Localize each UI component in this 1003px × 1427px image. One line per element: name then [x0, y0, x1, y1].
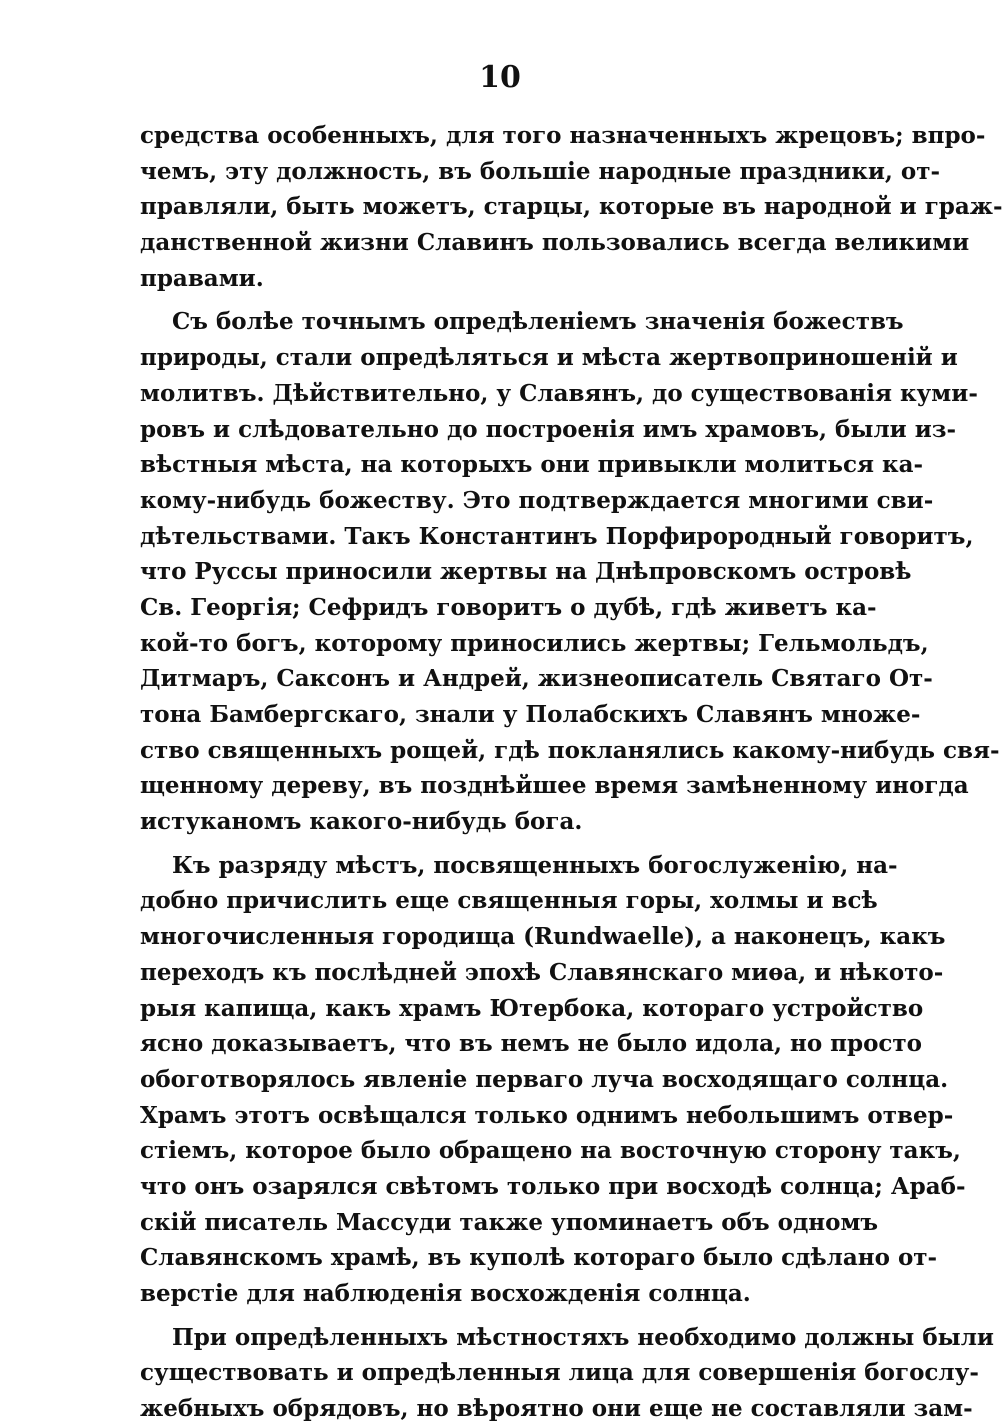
text-line: средства особенныхъ, для того назначенныхъ жрецовъ; впро-	[140, 122, 986, 149]
text-line: ясно доказываетъ, что въ немъ не было идола, но просто	[140, 1030, 923, 1058]
text-line: данственной жизни Славинъ пользовались всегда великими	[140, 229, 970, 257]
text-line: При опредѣленныхъ мѣстностяхъ необходимо должны были	[172, 1323, 994, 1351]
text-line: природы, стали опредѣляться и мѣста жертвоприношенiй и	[140, 344, 958, 372]
text-line: обоготворялось явленiе перваго луча восходящаго солнца.	[140, 1065, 949, 1093]
body-text	[140, 118, 1003, 1427]
text-line: Съ болѣе точнымъ опредѣленiемъ значенiя божествъ	[172, 308, 904, 336]
text-line: вѣстныя мѣста, на которыхъ они привыкли молиться ка-	[140, 451, 924, 479]
text-line: переходъ къ послѣдней эпохѣ Славянскаго миѳа, и нѣкото-	[140, 958, 944, 986]
text-line: существовать и опредѣленныя лица для совершенiя богослу-	[140, 1359, 979, 1387]
text-line: скiй писатель Массуди также упоминаетъ объ одномъ	[140, 1208, 879, 1236]
text-line: ровъ и слѣдовательно до построенiя имъ храмовъ, были из-	[140, 415, 957, 443]
text-line: Св. Георгiя; Сефридъ говоритъ о дубѣ, гдѣ живетъ ка-	[140, 593, 877, 621]
text-line: правляли, быть можетъ, старцы, которые въ народной и граж-	[140, 193, 1003, 221]
text-line: многочисленныя городища (Rundwaelle), а наконецъ, какъ	[140, 923, 946, 951]
text-line: молитвъ. Дѣйствительно, у Славянъ, до существованiя куми-	[140, 379, 978, 407]
paragraph	[140, 1320, 994, 1427]
text-line: дѣтельствами. Такъ Константинъ Порфирородный говоритъ,	[140, 522, 974, 550]
text-line: Дитмаръ, Саксонъ и Андрей, жизнеописатель Святаго От-	[140, 665, 933, 693]
text-line: верстiе для наблюденiя восхожденiя солнца.	[140, 1280, 751, 1307]
text-line: что Руссы приносили жертвы на Днѣпровскомъ островѣ	[140, 558, 912, 586]
text-line: жебныхъ обрядовъ, но вѣроятно они еще не составляли зам-	[140, 1395, 973, 1423]
paragraph	[140, 118, 1003, 296]
text-line: стiемъ, которое было обращено на восточную сторону такъ,	[140, 1137, 961, 1165]
text-line: Къ разряду мѣстъ, посвященныхъ богослуженiю, на-	[172, 851, 898, 879]
text-line: Храмъ этотъ освѣщался только однимъ небольшимъ отвер-	[140, 1101, 954, 1129]
text-line: что онъ озарялся свѣтомъ только при восходѣ солнца; Араб-	[140, 1172, 966, 1200]
text-line: рыя капища, какъ храмъ Ютербока, котораго устройство	[140, 994, 924, 1022]
text-line: тона Бамбергскаго, знали у Полабскихъ Славянъ множе-	[140, 701, 921, 728]
paragraph	[140, 304, 1000, 839]
text-line: Славянскомъ храмѣ, въ куполѣ котораго было сдѣлано от-	[140, 1244, 938, 1272]
text-line: добно причислить еще священныя горы, холмы и всѣ	[140, 887, 878, 915]
text-line: кому-нибудь божеству. Это подтверждается многими сви-	[140, 486, 934, 514]
text-line: чемъ, эту должность, въ большiе народные праздники, от-	[140, 157, 941, 185]
text-line: щенному дереву, въ позднѣйшее время замѣненному иногда	[140, 772, 969, 800]
text-line: истуканомъ какого-нибудь бога.	[140, 808, 583, 836]
paragraph	[140, 848, 966, 1312]
page-number: 10	[479, 60, 521, 95]
text-line: ство священныхъ рощей, гдѣ покланялись какому-нибудь свя-	[140, 736, 1000, 764]
text-line: кой-то богъ, которому приносились жертвы; Гельмольдъ,	[140, 629, 929, 657]
text-line: правами.	[140, 264, 264, 292]
